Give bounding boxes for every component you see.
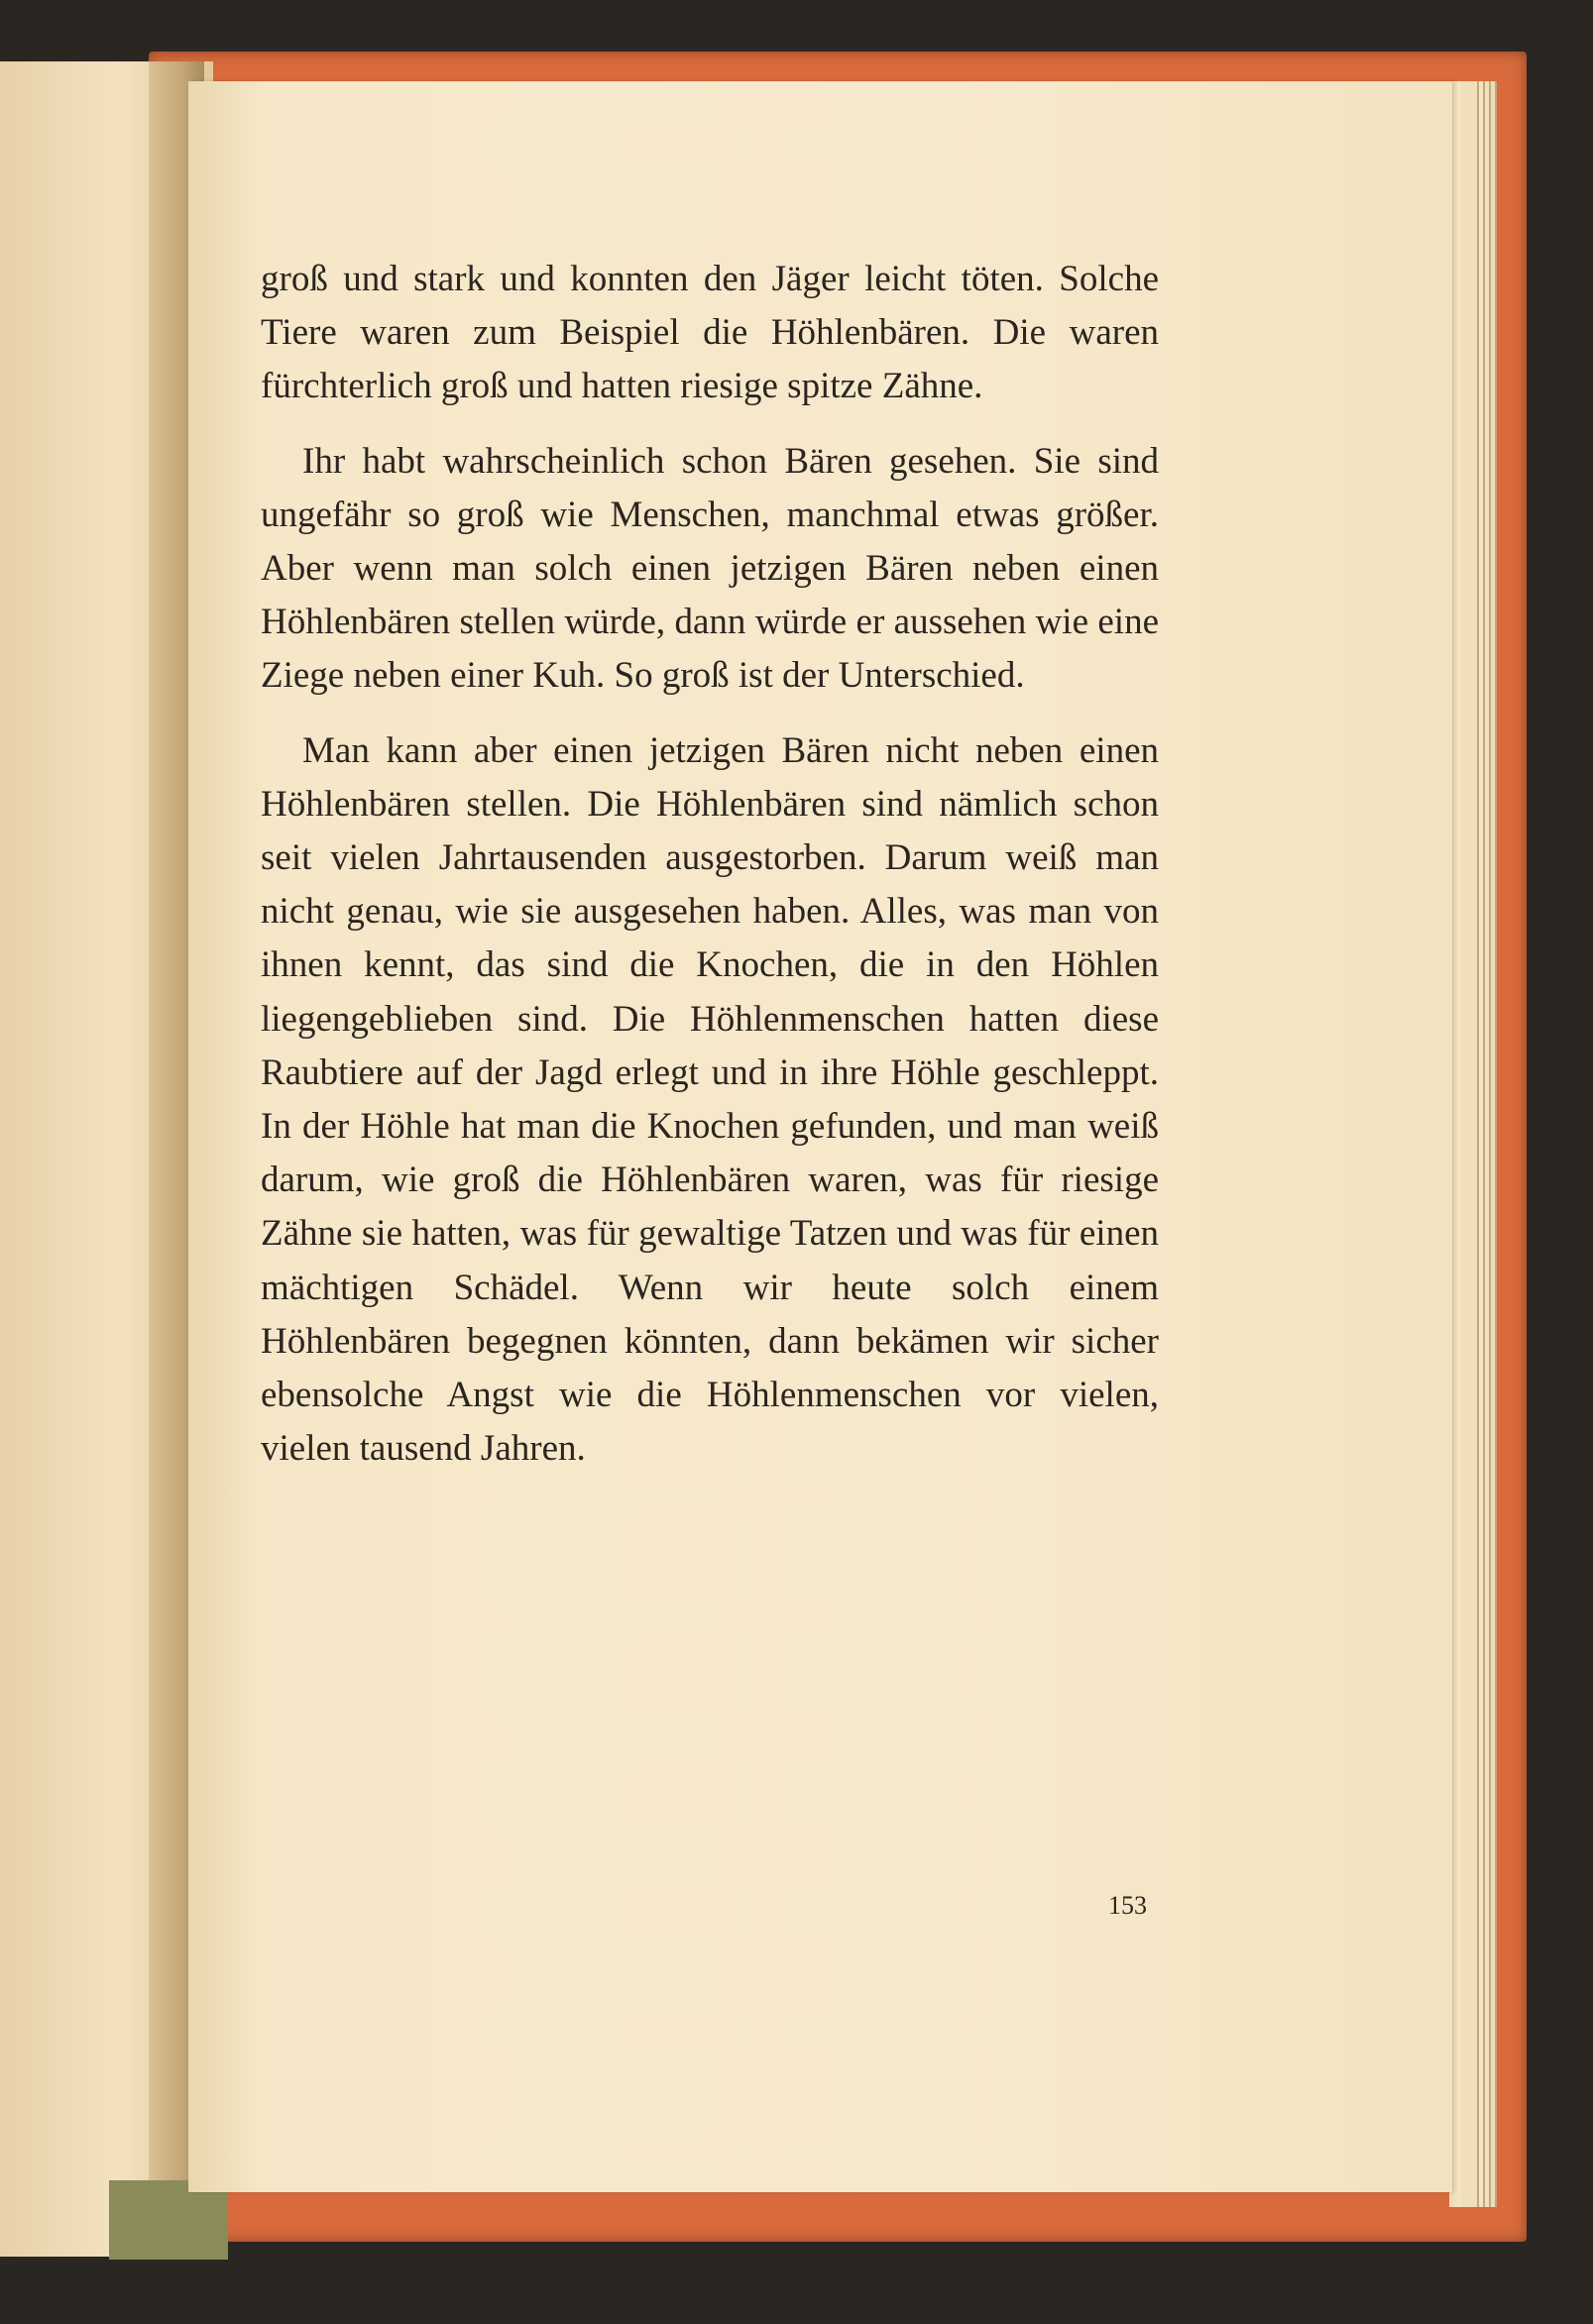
- paragraph-2: Ihr habt wahrscheinlich schon Bären gesehen. Sie sind ungefähr so groß wie Menschen, manchmal etwas größer. Aber wenn man solch einen jetzigen Bären neben einen Höhlenbären stellen würde, dann würde er aussehen wie eine Ziege neben einer Kuh. So groß ist der Unterschied.: [261, 440, 1159, 697]
- page-text: [261, 253, 1159, 1476]
- paragraph-1: groß und stark und konnten den Jäger leicht töten. Solche Tiere waren zum Beispiel die Höhlenbären. Die waren fürchterlich groß und hatten riesige spitze Zähne.: [261, 259, 1159, 407]
- spine-cloth-binding: [109, 2180, 228, 2260]
- page-number: 153: [1108, 1891, 1147, 1920]
- paragraph-3: Man kann aber einen jetzigen Bären nicht neben einen Höhlenbären stellen. Die Höhlenbären sind nämlich schon seit vielen Jahrtausenden ausgestorben. Darum weiß man nicht genau, wie sie ausgesehen haben. Alles, was man von ihnen kennt, das sind die Knochen, die in den Höhlen liegengeblieben sind. Die Höhlenmenschen hatten diese Raubtiere auf der Jagd erlegt und in ihre Höhle geschleppt. In der Höhle hat man die Knochen gefunden, und man weiß darum, wie groß die Höhlenbären waren, was für riesige Zähne sie hatten, was für gewaltige Tatzen und was für einen mächtigen Schädel. Wenn wir heute solch einem Höhlenbären begegnen könnten, dann bekämen wir sicher ebensolche Angst wie die Höhlenmenschen vor vielen, vielen tausend Jahren.: [261, 729, 1159, 1470]
- page-stack-edge: [1461, 81, 1479, 2207]
